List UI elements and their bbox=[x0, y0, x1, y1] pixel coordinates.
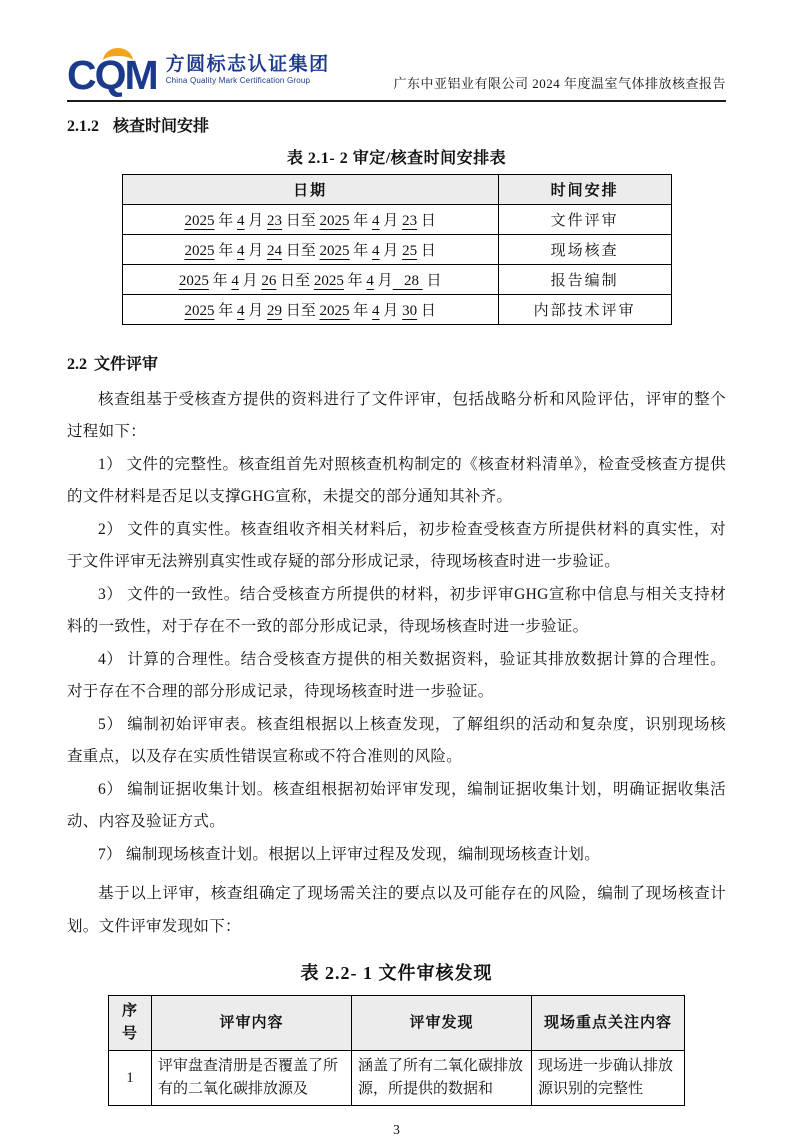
body-paragraph: 核查组基于受核查方提供的资料进行了文件评审，包括战略分析和风险评估，评审的整个过程如下： bbox=[67, 390, 726, 441]
section-2-1-2-heading bbox=[67, 113, 726, 136]
section-title: 核查时间安排 bbox=[113, 117, 210, 135]
schedule-table-body bbox=[122, 204, 671, 324]
header-doc-title: 广东中亚铝业有限公司 2024 年度温室气体排放核查报告 bbox=[393, 75, 726, 91]
schedule-activity-cell: 内部技术评审 bbox=[498, 294, 671, 324]
cqm-acronym: CQM bbox=[67, 52, 157, 98]
section-number: 2.1.2 bbox=[67, 117, 99, 135]
schedule-header-activity: 时间安排 bbox=[498, 174, 671, 204]
section-number: 2.2 bbox=[67, 355, 87, 373]
schedule-date-cell: 2025 年 4 月 23 日至 2025 年 4 月 23 日 bbox=[122, 204, 498, 234]
schedule-activity-cell: 报告编制 bbox=[498, 264, 671, 294]
schedule-row bbox=[122, 234, 671, 264]
page-number: 3 bbox=[393, 1122, 400, 1138]
findings-cell-content: 评审盘查清册是否覆盖了所有的二氧化碳排放源及 bbox=[152, 1051, 352, 1106]
schedule-row bbox=[122, 264, 671, 294]
section-2-2-heading bbox=[67, 351, 726, 374]
schedule-header-row bbox=[122, 174, 671, 204]
cqm-logo bbox=[67, 46, 330, 98]
cqm-cn-name: 方圆标志认证集团 bbox=[165, 53, 330, 75]
findings-cell-finding: 涵盖了所有二氧化碳排放源，所提供的数据和 bbox=[352, 1051, 532, 1106]
schedule-activity-cell: 文件评审 bbox=[498, 204, 671, 234]
document-review-paragraphs bbox=[67, 384, 726, 944]
body-paragraph: 3） 文件的一致性。结合受核查方所提供的材料，初步评审GHG宣称中信息与相关支持材料的一致性，对于存在不一致的部分形成记录，待现场核查时进一步验证。 bbox=[67, 585, 726, 636]
body-paragraph: 7） 编制现场核查计划。根据以上评审过程及发现，编制现场核查计划。 bbox=[98, 845, 601, 863]
findings-header-finding: 评审发现 bbox=[352, 996, 532, 1051]
findings-row bbox=[109, 1051, 685, 1106]
section-title: 文件评审 bbox=[94, 355, 159, 373]
findings-table-caption: 表 2.2- 1 文件审核发现 bbox=[300, 963, 493, 984]
schedule-activity-cell: 现场核查 bbox=[498, 234, 671, 264]
body-paragraph: 5） 编制初始评审表。核查组根据以上核查发现，了解组织的活动和复杂度，识别现场核查重点，以及存在实质性错误宣称或不符合准则的风险。 bbox=[67, 715, 726, 766]
findings-cell-no: 1 bbox=[109, 1051, 152, 1106]
schedule-table bbox=[122, 174, 672, 325]
schedule-header-date: 日期 bbox=[122, 174, 498, 204]
findings-header-no: 序号 bbox=[109, 996, 152, 1051]
schedule-row bbox=[122, 204, 671, 234]
schedule-date-cell: 2025 年 4 月 29 日至 2025 年 4 月 30 日 bbox=[122, 294, 498, 324]
findings-header-focus: 现场重点关注内容 bbox=[532, 996, 685, 1051]
cqm-logo-text bbox=[166, 54, 330, 88]
findings-table-body bbox=[109, 1051, 685, 1106]
body-paragraph: 6） 编制证据收集计划。核查组根据初始评审发现，编制证据收集计划，明确证据收集活动、内容及验证方式。 bbox=[67, 780, 726, 831]
body-paragraph: 4） 计算的合理性。结合受核查方提供的相关数据资料，验证其排放数据计算的合理性。对于存在不合理的部分形成记录，待现场核查时进一步验证。 bbox=[67, 650, 726, 701]
cqm-arc-icon bbox=[103, 48, 133, 61]
cqm-logo-icon bbox=[67, 46, 157, 98]
findings-header-row bbox=[109, 996, 685, 1051]
findings-cell-focus: 现场进一步确认排放源识别的完整性 bbox=[532, 1051, 685, 1106]
page-header bbox=[67, 46, 726, 102]
schedule-row bbox=[122, 294, 671, 324]
cqm-en-name: China Quality Mark Certification Group bbox=[165, 76, 311, 86]
body-paragraph: 1） 文件的完整性。核查组首先对照核查机构制定的《核查材料清单》，检查受核查方提供的文件材料是否足以支撑GHG宣称，未提交的部分通知其补齐。 bbox=[67, 455, 726, 506]
schedule-date-cell: 2025 年 4 月 24 日至 2025 年 4 月 25 日 bbox=[122, 234, 498, 264]
body-paragraph: 2） 文件的真实性。核查组收齐相关材料后，初步检查受核查方所提供材料的真实性，对于文件评审无法辨别真实性或存疑的部分形成记录，待现场核查时进一步验证。 bbox=[67, 520, 726, 571]
schedule-date-cell: 2025 年 4 月 26 日至 2025 年 4 月 28 日 bbox=[122, 264, 498, 294]
schedule-table-caption: 表 2.1- 2 审定/核查时间安排表 bbox=[286, 149, 507, 167]
findings-table bbox=[108, 995, 685, 1106]
findings-header-content: 评审内容 bbox=[152, 996, 352, 1051]
body-paragraph: 基于以上评审，核查组确定了现场需关注的要点以及可能存在的风险，编制了现场核查计划。文件评审发现如下： bbox=[67, 885, 726, 935]
